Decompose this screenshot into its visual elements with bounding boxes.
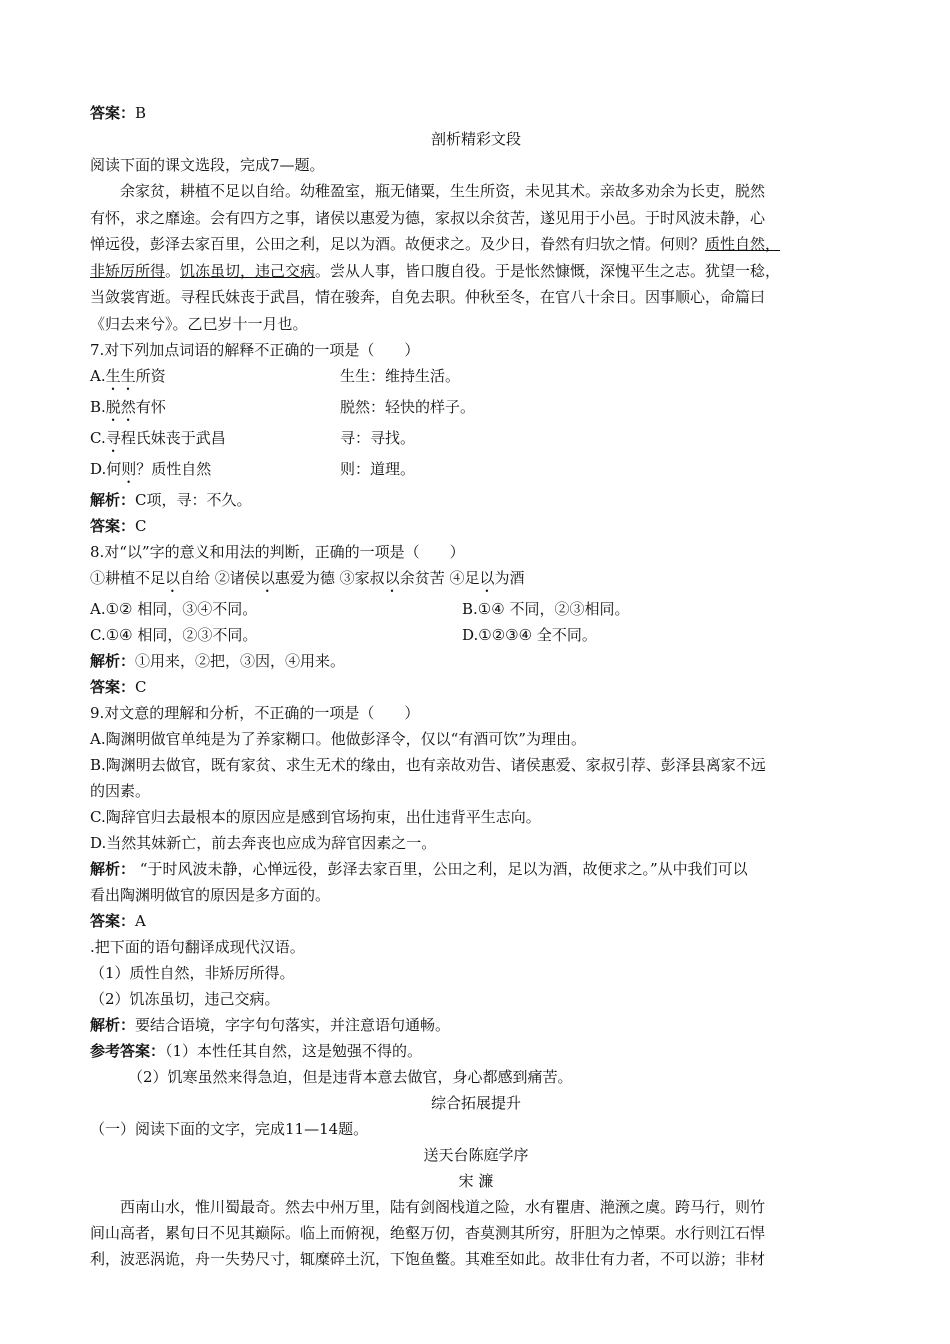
q8-options-row-1: A.①② 相同，③④不同。 B.①④ 不同，②③相同。 [90, 600, 630, 618]
passage-line: 非矫厉所得。饥冻虽切，违己交病。尝从人事，皆口腹自役。于是怅然慷慨，深愧平生之志。犹望一稔， [90, 261, 781, 280]
essay-line: 西南山水，惟川蜀最奇。然去中州万里，陆有剑阁栈道之险，水有瞿唐、滟滪之虞。跨马行，则竹 [120, 1198, 766, 1216]
q10-analysis: 解析：要结合语境，字字句句落实，并注意语句通畅。 [90, 1016, 451, 1034]
essay-author: 宋 濂 [458, 1172, 494, 1190]
q7-option-a: A.生生所资 生生：维持生活。 [90, 367, 461, 385]
q8-items: ①耕植不足以自给 ②诸侯以惠爱为德 ③家叔以余贫苦 ④足以为酒 [90, 569, 525, 587]
document-page [90, 100, 862, 1272]
essay-line: 利，波恶涡诡，舟一失势尺寸，辄糜碎土沉，下饱鱼鳖。其难至如此。故非仕有力者，不可以游；非材 [90, 1250, 766, 1268]
section-title-analysis: 剖析精彩文段 [430, 130, 521, 148]
q9-option-d: D.当然其妹新亡，前去奔丧也应成为辞官因素之一。 [90, 834, 437, 852]
q10-reference-answer: 参考答案：（1）本性任其自然，这是勉强不得的。 [90, 1042, 423, 1060]
q8-options-row-2: C.①④ 相同，②③不同。 D.①②③④ 全不同。 [90, 626, 597, 644]
reading-instruction: 阅读下面的课文选段，完成7—题。 [90, 156, 325, 174]
q7-option-c: C.寻程氏妹丧于武昌 寻：寻找。 [90, 429, 416, 447]
answer-label: 答案： [90, 104, 136, 122]
q9-option-c: C.陶辞官归去最根本的原因应是感到官场拘束，出仕违背平生志向。 [90, 808, 541, 826]
q9-answer: 答案：A [90, 912, 146, 930]
answer-line-1 [90, 100, 862, 126]
q10-reference-answer-2: （2）饥寒虽然来得急迫，但是违背本意去做官，身心都感到痛苦。 [128, 1068, 573, 1086]
q7-answer: 答案：C [90, 517, 147, 535]
passage-line: 当敛裳宵逝。寻程氏妹丧于武昌，情在骏奔，自免去职。仲秋至冬，在官八十余日。因事顺心，命篇曰 [90, 288, 766, 306]
essay-line: 间山高者，累旬日不见其巅际。临上而俯视，绝壑万仞，杳莫测其所穷，肝胆为之悼栗。水行则江石悍 [90, 1224, 766, 1242]
q10-sentence-1: （1）质性自然，非矫厉所得。 [90, 964, 295, 982]
question-7-stem: 7.对下列加点词语的解释不正确的一项是（ ） [90, 341, 420, 359]
q9-analysis: 解析： “于时风波未静，心惮远役，彭泽去家百里，公田之利，足以为酒，故便求之。”从中我们可以 [90, 860, 748, 878]
q10-sentence-2: （2）饥冻虽切，违己交病。 [90, 990, 280, 1008]
q7-analysis: 解析：C项，寻：不久。 [90, 491, 252, 509]
passage-line: 惮远役，彭泽去家百里，公田之利，足以为酒。故便求之。及少日，眷然有归欤之情。何则？质性自然， [90, 235, 781, 253]
classical-passage [90, 178, 862, 337]
q9-option-b: B.陶渊明去做官，既有家贫、求生无术的缘由，也有亲故劝告、诸侯惠爱、家叔引荐、彭泽县离家不远 [90, 756, 766, 774]
q7-option-b: B.脱然有怀 脱然：轻快的样子。 [90, 398, 476, 416]
question-8-stem: 8.对“以”字的意义和用法的判断，正确的一项是（ ） [90, 543, 465, 561]
q9-analysis-cont: 看出陶渊明做官的原因是多方面的。 [90, 886, 331, 904]
q9-option-a: A.陶渊明做官单纯是为了养家糊口。他做彭泽令，仅以“有酒可饮”为理由。 [90, 730, 586, 748]
q7-option-d: D.何则？质性自然 则：道理。 [90, 460, 416, 478]
passage-line: 有怀，求之靡途。会有四方之事，诸侯以惠爱为德，家叔以余贫苦，遂见用于小邑。于时风波未静，心 [90, 208, 766, 227]
underlined-sentence-1b: 非矫厉所得 [90, 261, 166, 280]
essay-title: 送天台陈庭学序 [423, 1146, 529, 1164]
question-9-stem: 9.对文意的理解和分析，不正确的一项是（ ） [90, 704, 420, 722]
q8-answer: 答案：C [90, 678, 147, 696]
underlined-sentence-1a: 质性自然， [705, 235, 781, 253]
q9-option-b-cont: 的因素。 [90, 782, 151, 800]
q8-analysis: 解析：①用来，②把，③因，④用来。 [90, 652, 346, 670]
section-title-extension: 综合拓展提升 [430, 1094, 521, 1112]
reading-instruction-2: （一）阅读下面的文字，完成11—14题。 [90, 1120, 369, 1138]
answer-value: B [135, 104, 147, 122]
passage-line: 《归去来兮》。乙巳岁十一月也。 [90, 314, 308, 333]
underlined-sentence-2: 饥冻虽切，违己交病 [180, 261, 316, 280]
question-10-stem: .把下面的语句翻译成现代汉语。 [90, 938, 305, 956]
passage-line: 余家贫，耕植不足以自给。幼稚盈室，瓶无储粟，生生所资，未见其术。亲故多劝余为长吏，脱然 [120, 182, 766, 200]
